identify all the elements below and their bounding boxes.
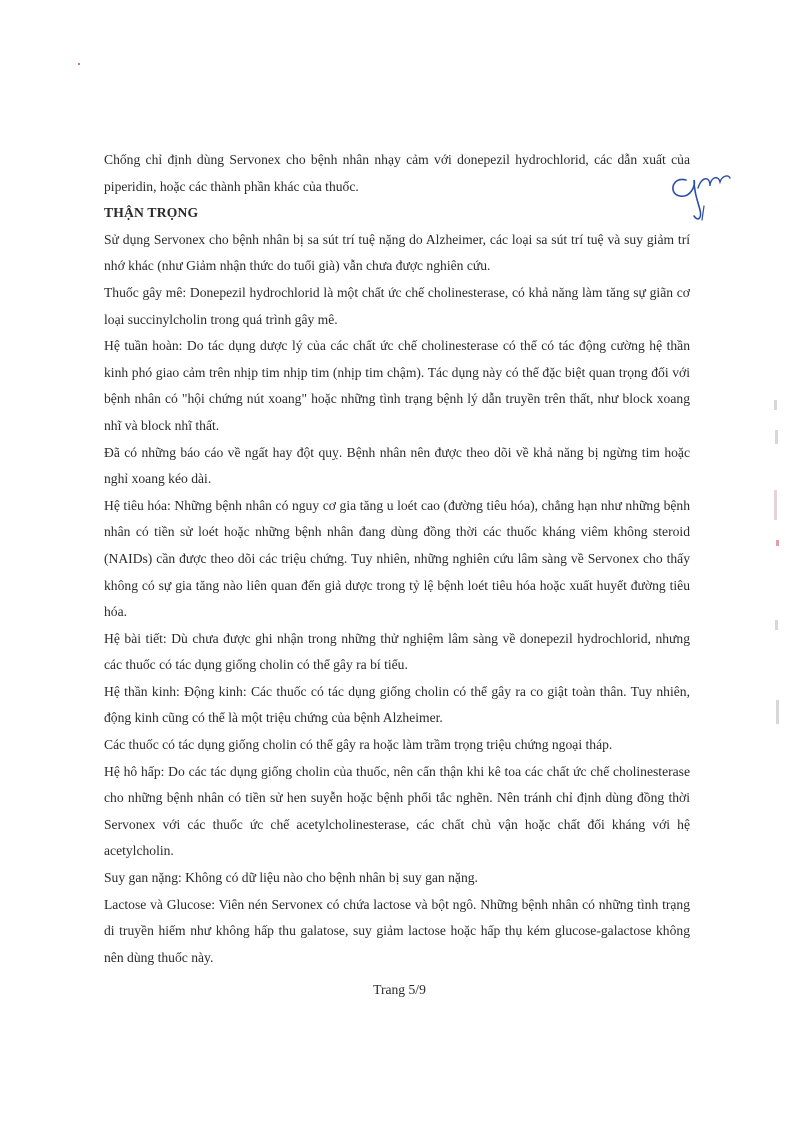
paragraph: Hệ bài tiết: Dù chưa được ghi nhận trong những thử nghiệm lâm sàng về donepezil hydrochlorid, nhưng các thuốc có tác dụng giống cholin có thể gây ra bí tiểu. [104,630,690,673]
scan-edge-mark [776,540,779,546]
scan-edge-mark [774,400,777,410]
paragraph: Suy gan nặng: Không có dữ liệu nào cho bệnh nhân bị suy gan nặng. [104,870,478,886]
scan-edge-mark [776,700,779,724]
page-content [104,147,690,971]
scan-speck [78,63,80,65]
handwritten-signature [664,166,764,226]
section-heading: THẬN TRỌNG [104,205,199,221]
page-number: Trang 5/9 [373,982,426,997]
paragraph: Lactose và Glucose: Viên nén Servonex có chứa lactose và bột ngô. Những bệnh nhân có những tình trạng di truyền hiếm như không hấp thu galatose, suy giảm lactose hoặc hấp thụ kém glucose-galactose không nên dùng thuốc này. [104,896,690,965]
paragraph: Các thuốc có tác dụng giống cholin có thể gây ra hoặc làm trầm trọng triệu chứng ngoại tháp. [104,737,613,753]
paragraph: Hệ hô hấp: Do các tác dụng giống cholin của thuốc, nên cẩn thận khi kê toa các chất ức chế cholinesterase cho những bệnh nhân có tiền sử hen suyễn hoặc bệnh phổi tắc nghẽn. Nên tránh chỉ định dùng đồng thời Servonex với các thuốc ức chế acetylcholinesterase, các chất chủ vận hoặc chất đối kháng với hệ acetylcholin. [104,763,690,859]
paragraph: Đã có những báo cáo về ngất hay đột quỵ. Bệnh nhân nên được theo dõi về khả năng bị ngừng tim hoặc nghỉ xoang kéo dài. [104,444,690,487]
scan-edge-mark [775,430,778,444]
intro-paragraph: Chống chỉ định dùng Servonex cho bệnh nhân nhạy cảm với donepezil hydrochlorid, các dẫn xuất của piperidin, hoặc các thành phần khác của thuốc. [104,152,690,194]
paragraph: Hệ tuần hoàn: Do tác dụng dược lý của các chất ức chế cholinesterase có thể có tác động cường hệ thần kinh phó giao cảm trên nhịp tim nhịp tim (nhịp tim chậm). Tác dụng này có thể đặc biệt quan trọng đối với bệnh nhân có "hội chứng nút xoang" hoặc những tình trạng bệnh lý dẫn truyền trên thất, như block xoang nhĩ và block nhĩ thất. [104,338,690,433]
scan-edge-mark [774,490,777,520]
paragraph: Hệ thần kinh: Động kinh: Các thuốc có tác dụng giống cholin có thể gây ra co giật toàn thân. Tuy nhiên, động kinh cũng có thể là một triệu chứng của bệnh Alzheimer. [104,683,690,726]
paragraph: Thuốc gây mê: Donepezil hydrochlorid là một chất ức chế cholinesterase, có khả năng làm tăng sự giãn cơ loại succinylcholin trong quá trình gây mê. [104,284,690,327]
paragraph: Sử dụng Servonex cho bệnh nhân bị sa sút trí tuệ nặng do Alzheimer, các loại sa sút trí tuệ và suy giảm trí nhớ khác (như Giảm nhận thức do tuổi già) vẫn chưa được nghiên cứu. [104,231,690,274]
paragraph: Hệ tiêu hóa: Những bệnh nhân có nguy cơ gia tăng u loét cao (đường tiêu hóa), chẳng hạn như những bệnh nhân có tiền sử loét hoặc những bệnh nhân đang dùng đồng thời các thuốc kháng viêm không steroid (NAIDs) cần được theo dõi các triệu chứng. Tuy nhiên, những nghiên cứu lâm sàng về Servonex cho thấy không có sự gia tăng nào liên quan đến giả dược trong tỷ lệ bệnh loét tiêu hóa hoặc xuất huyết đường tiêu hóa. [104,497,690,620]
scan-edge-mark [775,620,778,630]
